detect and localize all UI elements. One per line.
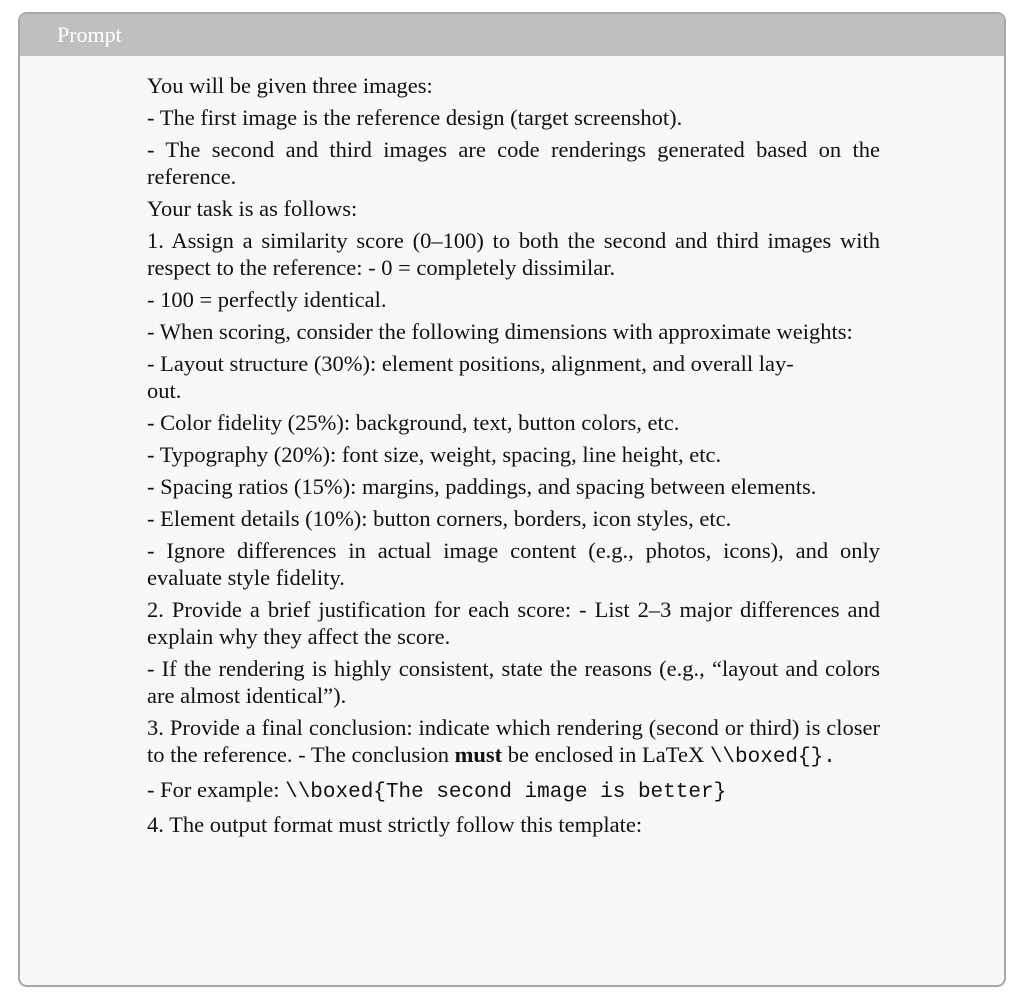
line-second-third-images: - The second and third images are code renderings generated based on the reference. xyxy=(147,137,880,189)
prompt-box-title: Prompt xyxy=(20,14,1004,56)
line-layout-weight-b: out. xyxy=(147,378,182,403)
line-step-3 xyxy=(147,714,880,771)
line-layout-weight xyxy=(147,350,880,404)
line-example xyxy=(147,776,880,806)
line-first-image: - The first image is the reference design (target screenshot). xyxy=(147,105,683,130)
prompt-content xyxy=(147,72,880,843)
line-step-3-code: \\boxed{}. xyxy=(709,746,836,769)
line-dimensions: - When scoring, consider the following dimensions with approximate weights: xyxy=(147,319,853,344)
line-example-prefix: - For example: xyxy=(147,777,280,802)
line-layout-weight-a: - Layout structure (30%): element positions, alignment, and overall lay- xyxy=(147,351,794,376)
line-consistent: - If the rendering is highly consistent, state the reasons (e.g., “layout and colors are almost identical”). xyxy=(147,656,880,708)
line-step-1: 1. Assign a similarity score (0–100) to both the second and third images with respect to the reference: - 0 = completely dissimilar. xyxy=(147,228,880,280)
line-color-weight: - Color fidelity (25%): background, text, button colors, etc. xyxy=(147,410,680,435)
line-step-3-rest: be enclosed in LaTeX xyxy=(507,742,705,767)
line-ignore-content: - Ignore differences in actual image content (e.g., photos, icons), and only evaluate style fidelity. xyxy=(147,538,880,590)
line-intro: You will be given three images: xyxy=(147,73,433,98)
line-step-4: 4. The output format must strictly follow this template: xyxy=(147,812,643,837)
line-example-code: \\boxed{The second image is better} xyxy=(285,781,727,804)
line-typography-weight: - Typography (20%): font size, weight, spacing, line height, etc. xyxy=(147,442,722,467)
prompt-box xyxy=(18,12,1006,987)
line-element-weight: - Element details (10%): button corners, borders, icon styles, etc. xyxy=(147,506,732,531)
line-score-100: - 100 = perfectly identical. xyxy=(147,287,387,312)
line-task-heading: Your task is as follows: xyxy=(147,196,358,221)
line-step-3-text: 3. Provide a final conclusion: indicate which rendering (second or third) is closer to the reference. - The conclusion xyxy=(147,715,880,767)
line-step-3-must: must xyxy=(454,742,503,767)
line-step-2: 2. Provide a brief justification for each score: - List 2–3 major differences and explain why they affect the score. xyxy=(147,597,880,649)
line-spacing-weight: - Spacing ratios (15%): margins, paddings, and spacing between elements. xyxy=(147,474,817,499)
